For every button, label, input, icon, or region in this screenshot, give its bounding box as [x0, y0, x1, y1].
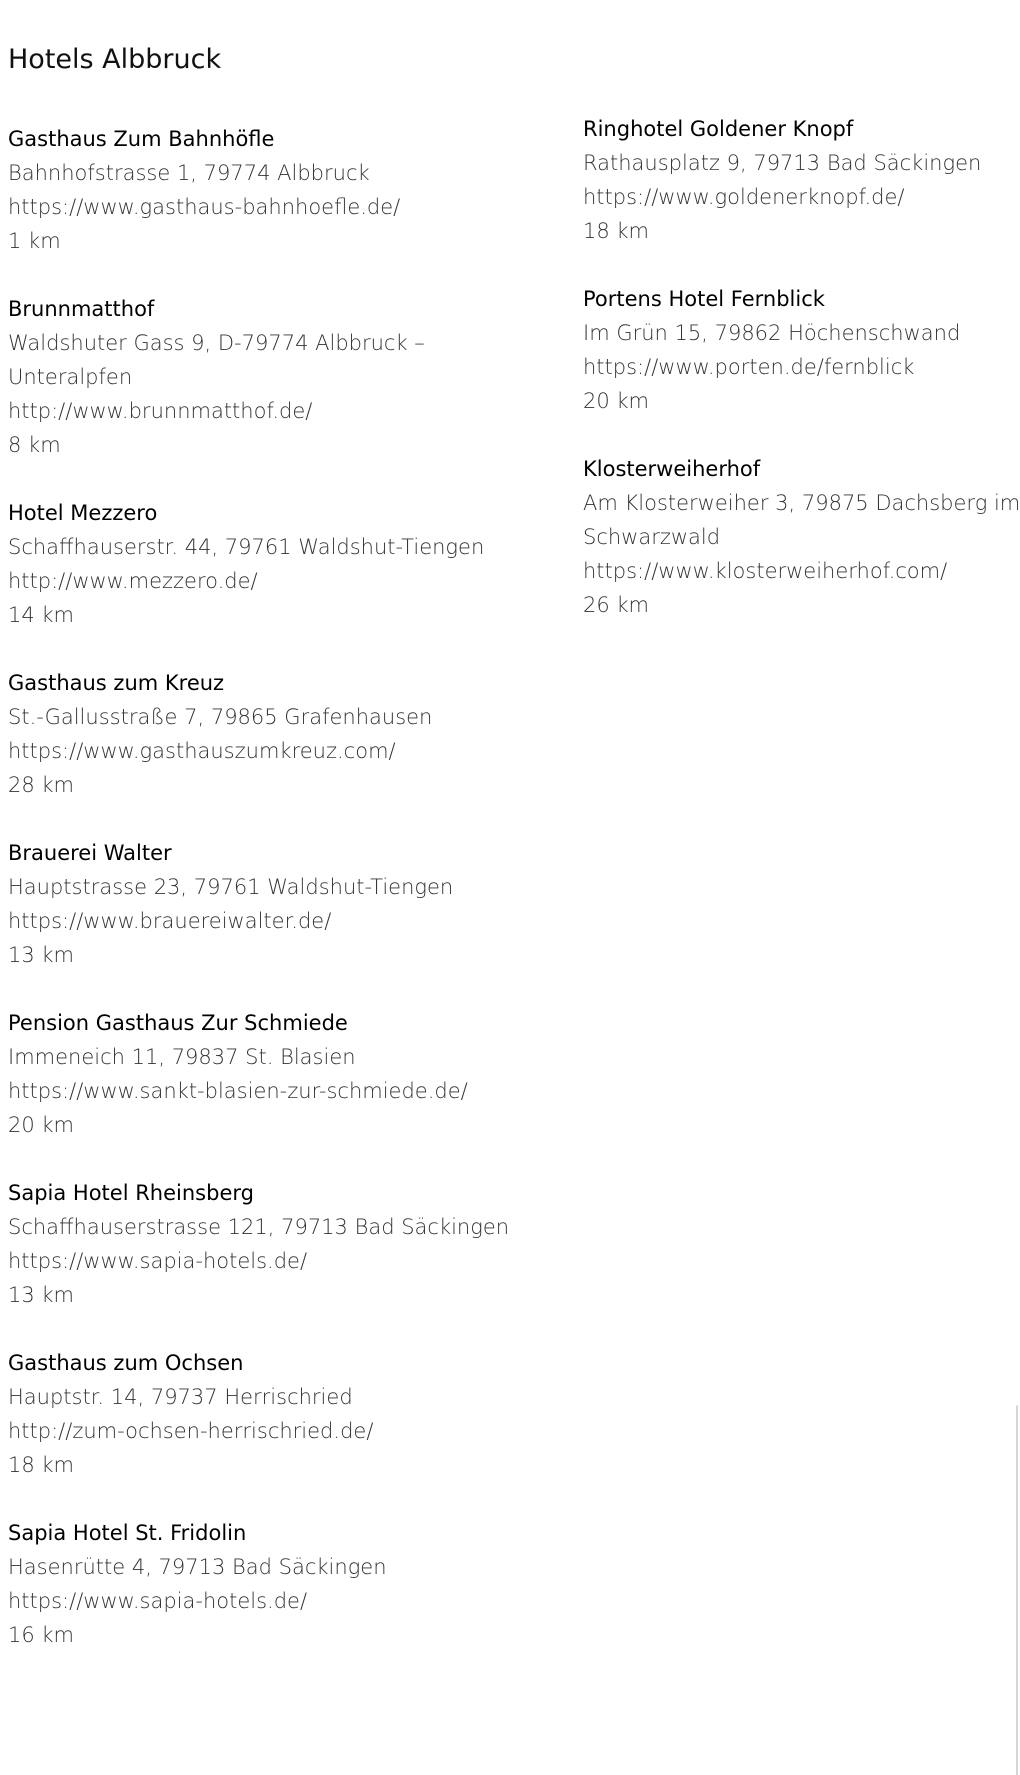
hotel-distance: 1 km — [8, 229, 61, 253]
hotel-website-link[interactable]: https://www.goldenerknopf.de/ — [583, 185, 905, 209]
hotel-entry — [8, 122, 568, 258]
hotel-entry — [583, 452, 1020, 622]
hotel-entry — [583, 112, 1013, 248]
hotel-name: Sapia Hotel Rheinsberg — [8, 1181, 254, 1205]
hotel-entry — [8, 1006, 568, 1142]
hotel-entry — [8, 836, 568, 972]
hotel-distance: 18 km — [8, 1453, 75, 1477]
hotel-name: Klosterweiherhof — [583, 457, 761, 481]
hotel-website-link[interactable]: https://www.sankt-blasien-zur-schmiede.de/ — [8, 1079, 468, 1103]
hotel-name: Brauerei Walter — [8, 841, 172, 865]
hotel-name: Ringhotel Goldener Knopf — [583, 117, 854, 141]
hotel-website-link[interactable]: https://www.gasthaus-bahnhoefle.de/ — [8, 195, 401, 219]
hotel-entry — [8, 1516, 568, 1652]
hotel-name: Gasthaus zum Ochsen — [8, 1351, 244, 1375]
hotel-website-link[interactable]: https://www.gasthauszumkreuz.com/ — [8, 739, 396, 763]
hotel-website-link[interactable]: https://www.brauereiwalter.de/ — [8, 909, 332, 933]
page-title: Hotels Albbruck — [8, 44, 222, 75]
hotel-address: Waldshuter Gass 9, D-79774 Albbruck – — [8, 331, 425, 355]
hotel-website-link[interactable]: https://www.sapia-hotels.de/ — [8, 1589, 308, 1613]
hotel-website-link[interactable]: http://www.brunnmatthof.de/ — [8, 399, 313, 423]
hotel-address: Hasenrütte 4, 79713 Bad Säckingen — [8, 1555, 387, 1579]
hotel-name: Brunnmatthof — [8, 297, 155, 321]
hotel-name: Gasthaus zum Kreuz — [8, 671, 225, 695]
hotel-name: Portens Hotel Fernblick — [583, 287, 825, 311]
hotel-entry — [8, 666, 568, 802]
hotel-address-continued: Schwarzwald — [583, 525, 721, 549]
hotel-address: Schaffhauserstrasse 121, 79713 Bad Säckingen — [8, 1215, 510, 1239]
hotel-entry — [8, 496, 568, 632]
hotel-distance: 8 km — [8, 433, 61, 457]
hotel-name: Hotel Mezzero — [8, 501, 158, 525]
hotel-entry — [8, 1346, 568, 1482]
hotel-address: Schaffhauserstr. 44, 79761 Waldshut-Tiengen — [8, 535, 485, 559]
hotel-address: Hauptstrasse 23, 79761 Waldshut-Tiengen — [8, 875, 454, 899]
hotel-distance: 14 km — [8, 603, 75, 627]
hotel-address: Immeneich 11, 79837 St. Blasien — [8, 1045, 356, 1069]
hotel-address: Am Klosterweiher 3, 79875 Dachsberg im — [583, 491, 1020, 515]
hotel-address: Bahnhofstrasse 1, 79774 Albbruck — [8, 161, 370, 185]
hotel-distance: 18 km — [583, 219, 650, 243]
hotel-name: Pension Gasthaus Zur Schmiede — [8, 1011, 348, 1035]
hotel-website-link[interactable]: http://zum-ochsen-herrischried.de/ — [8, 1419, 374, 1443]
hotel-website-link[interactable]: https://www.sapia-hotels.de/ — [8, 1249, 308, 1273]
hotel-name: Gasthaus Zum Bahnhöfle — [8, 127, 275, 151]
hotel-address: Hauptstr. 14, 79737 Herrischried — [8, 1385, 353, 1409]
hotel-website-link[interactable]: http://www.mezzero.de/ — [8, 569, 258, 593]
hotel-address: Rathausplatz 9, 79713 Bad Säckingen — [583, 151, 982, 175]
hotel-entry — [583, 282, 1013, 418]
hotel-distance: 13 km — [8, 943, 75, 967]
hotel-distance: 20 km — [583, 389, 650, 413]
hotel-address: Im Grün 15, 79862 Höchenschwand — [583, 321, 961, 345]
hotel-website-link[interactable]: https://www.klosterweiherhof.com/ — [583, 559, 948, 583]
hotel-distance: 28 km — [8, 773, 75, 797]
hotel-address: St.-Gallusstraße 7, 79865 Grafenhausen — [8, 705, 433, 729]
hotel-entry — [8, 1176, 568, 1312]
hotel-website-link[interactable]: https://www.porten.de/fernblick — [583, 355, 915, 379]
hotel-address-continued: Unteralpfen — [8, 365, 133, 389]
hotel-distance: 20 km — [8, 1113, 75, 1137]
hotel-distance: 13 km — [8, 1283, 75, 1307]
hotel-distance: 26 km — [583, 593, 650, 617]
page-edge-divider — [1016, 1405, 1018, 1775]
hotel-name: Sapia Hotel St. Fridolin — [8, 1521, 247, 1545]
hotel-distance: 16 km — [8, 1623, 75, 1647]
hotel-entry — [8, 292, 568, 462]
